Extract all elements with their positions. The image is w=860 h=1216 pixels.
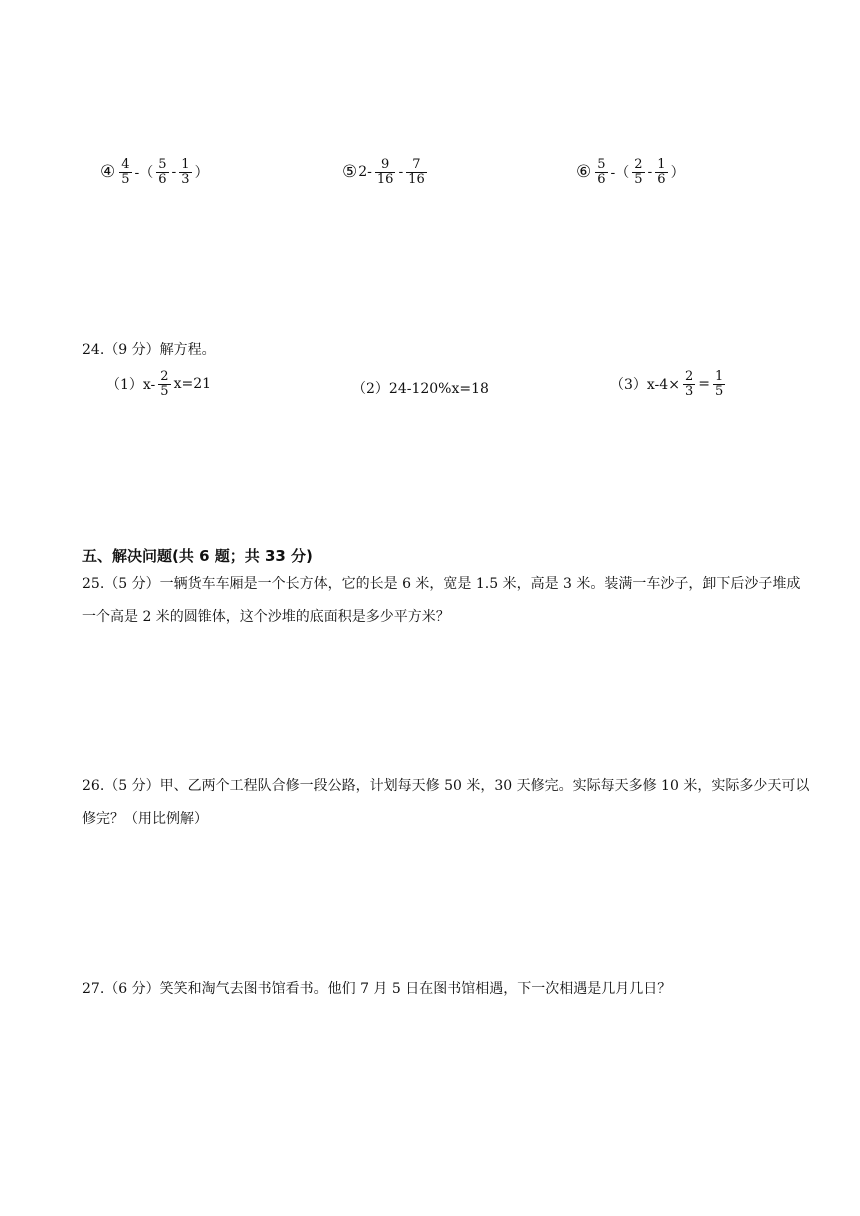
fraction: $\frac{1}{5}$	[714, 369, 724, 399]
section-title: 五、解决问题(共 6 题；共 33 分)	[82, 547, 313, 565]
fraction: $\frac{2}{5}$	[160, 369, 169, 399]
question-25: 25.（5 分）一辆货车车厢是一个长方体，它的长是 6 米，宽是 1.5 米，高是 3 米。装满一车沙子，卸下后沙子堆成一个高是 2 米的圆锥体，这个沙堆的底面积是多少平方米？	[82, 576, 801, 625]
operator: -	[398, 164, 404, 181]
question-24-title: 24.（9 分）解方程。	[82, 342, 216, 358]
circled-number: ⑥	[576, 162, 592, 183]
operator: ）	[670, 165, 685, 182]
equals-sign: =	[698, 376, 710, 393]
equation-tail: x=21	[173, 376, 212, 393]
operator: -（	[610, 165, 630, 182]
operator: -	[171, 164, 177, 181]
fraction: $\frac{9}{16}$	[376, 157, 394, 187]
equation-1	[106, 370, 211, 398]
circled-number: ④	[100, 162, 116, 183]
fraction: $\frac{1}{6}$	[657, 157, 666, 187]
expression-4	[100, 158, 209, 186]
question-26: 26.（5 分）甲、乙两个工程队合修一段公路，计划每天修 50 米，30 天修完。实际每天多修 10 米，实际多少天可以修完？（用比例解）	[82, 778, 810, 827]
equation-label: （1）x-	[106, 377, 156, 394]
expression-5	[342, 158, 430, 186]
equation-2	[352, 378, 489, 398]
operand: 2-	[358, 164, 372, 181]
question-27: 27.（6 分）笑笑和淘气去图书馆看书。他们 7 月 5 日在图书馆相遇，下一次相遇是几月几日？	[82, 981, 672, 997]
fraction: $\frac{7}{16}$	[408, 157, 425, 187]
equation-label: （3）x-4×	[610, 377, 680, 394]
fraction: $\frac{2}{5}$	[634, 157, 643, 187]
operator: -	[647, 164, 653, 181]
operator: -（	[134, 165, 154, 182]
fraction: $\frac{4}{5}$	[121, 157, 130, 187]
equation-label: （2）24-120%x=18	[352, 381, 489, 397]
circled-number: ⑤	[342, 162, 358, 183]
fraction: $\frac{5}{6}$	[158, 157, 167, 187]
fraction: $\frac{2}{3}$	[684, 369, 694, 399]
fraction: $\frac{5}{6}$	[597, 157, 606, 187]
expression-6	[576, 158, 685, 186]
equation-3	[610, 370, 728, 398]
fraction: $\frac{1}{3}$	[181, 157, 190, 187]
operator: ）	[194, 165, 209, 182]
